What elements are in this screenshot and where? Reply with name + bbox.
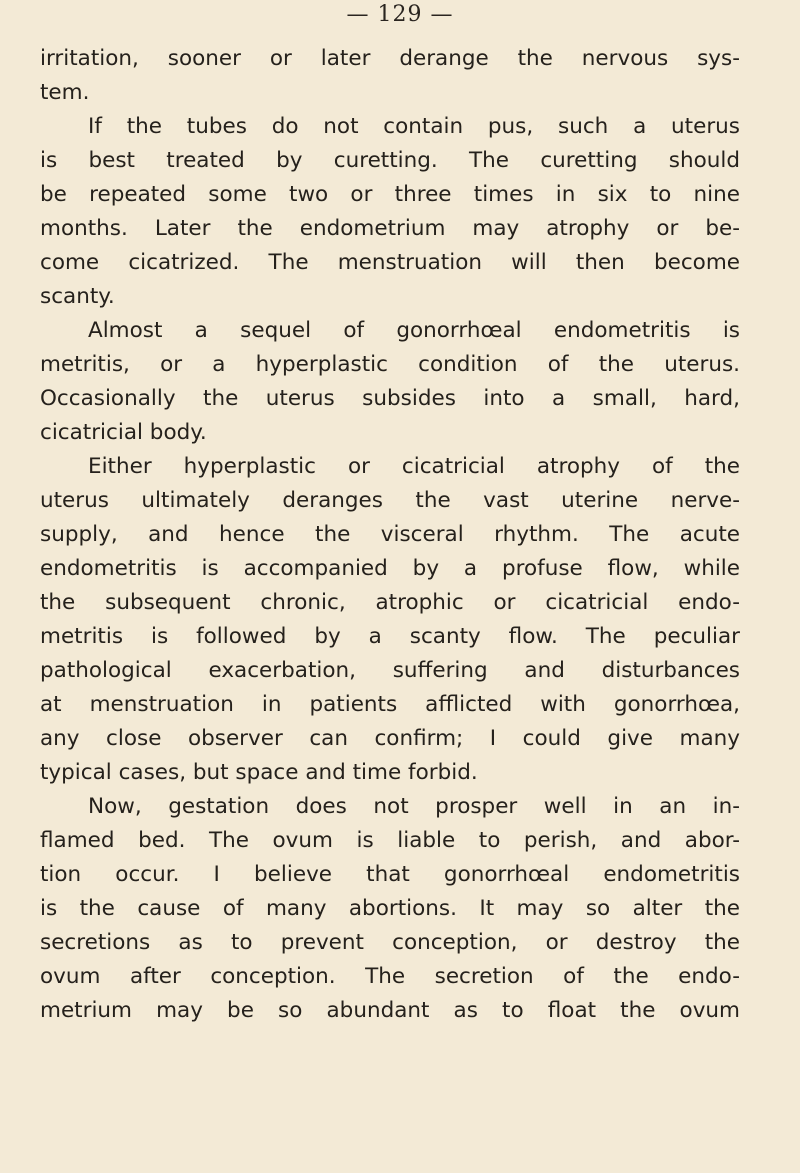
text-line: ovum after conception. The secretion of the endo- [40, 964, 740, 989]
page-number: — 129 — [346, 2, 454, 27]
text-line: uterus ultimately deranges the vast uterine nerve- [40, 488, 740, 513]
text-line: metrium may be so abundant as to float the ovum [40, 998, 740, 1023]
text-line: supply, and hence the visceral rhythm. The acute [40, 522, 740, 547]
text-line: is the cause of many abortions. It may so alter the [40, 896, 740, 921]
text-line: flamed bed. The ovum is liable to perish, and abor- [40, 828, 740, 853]
text-line: pathological exacerbation, suffering and disturbances [40, 658, 740, 683]
text-line: tion occur. I believe that gonorrhœal endometritis [40, 862, 740, 887]
text-line: cicatricial body. [40, 420, 207, 445]
body-text [40, 42, 740, 1028]
text-line: irritation, sooner or later derange the nervous sys- [40, 46, 740, 71]
text-line: Either hyperplastic or cicatricial atrophy of the [88, 454, 740, 479]
text-line: typical cases, but space and time forbid. [40, 760, 478, 785]
text-line: come cicatrized. The menstruation will then become [40, 250, 740, 275]
text-line: Almost a sequel of gonorrhœal endometritis is [88, 318, 740, 343]
text-line: metritis is followed by a scanty flow. The peculiar [40, 624, 740, 649]
text-line: at menstruation in patients afflicted with gonorrhœa, [40, 692, 740, 717]
text-line: If the tubes do not contain pus, such a uterus [88, 114, 740, 139]
text-line: scanty. [40, 284, 115, 309]
text-line: the subsequent chronic, atrophic or cicatricial endo- [40, 590, 740, 615]
text-line: secretions as to prevent conception, or destroy the [40, 930, 740, 955]
text-line: tem. [40, 80, 90, 105]
text-line: Now, gestation does not prosper well in an in- [88, 794, 740, 819]
text-line: any close observer can confirm; I could give many [40, 726, 740, 751]
text-line: metritis, or a hyperplastic condition of the uterus. [40, 352, 740, 377]
text-line: be repeated some two or three times in six to nine [40, 182, 740, 207]
text-line: Occasionally the uterus subsides into a small, hard, [40, 386, 740, 411]
text-line: months. Later the endometrium may atrophy or be- [40, 216, 740, 241]
text-line: endometritis is accompanied by a profuse flow, while [40, 556, 740, 581]
text-line: is best treated by curetting. The curetting should [40, 148, 740, 173]
